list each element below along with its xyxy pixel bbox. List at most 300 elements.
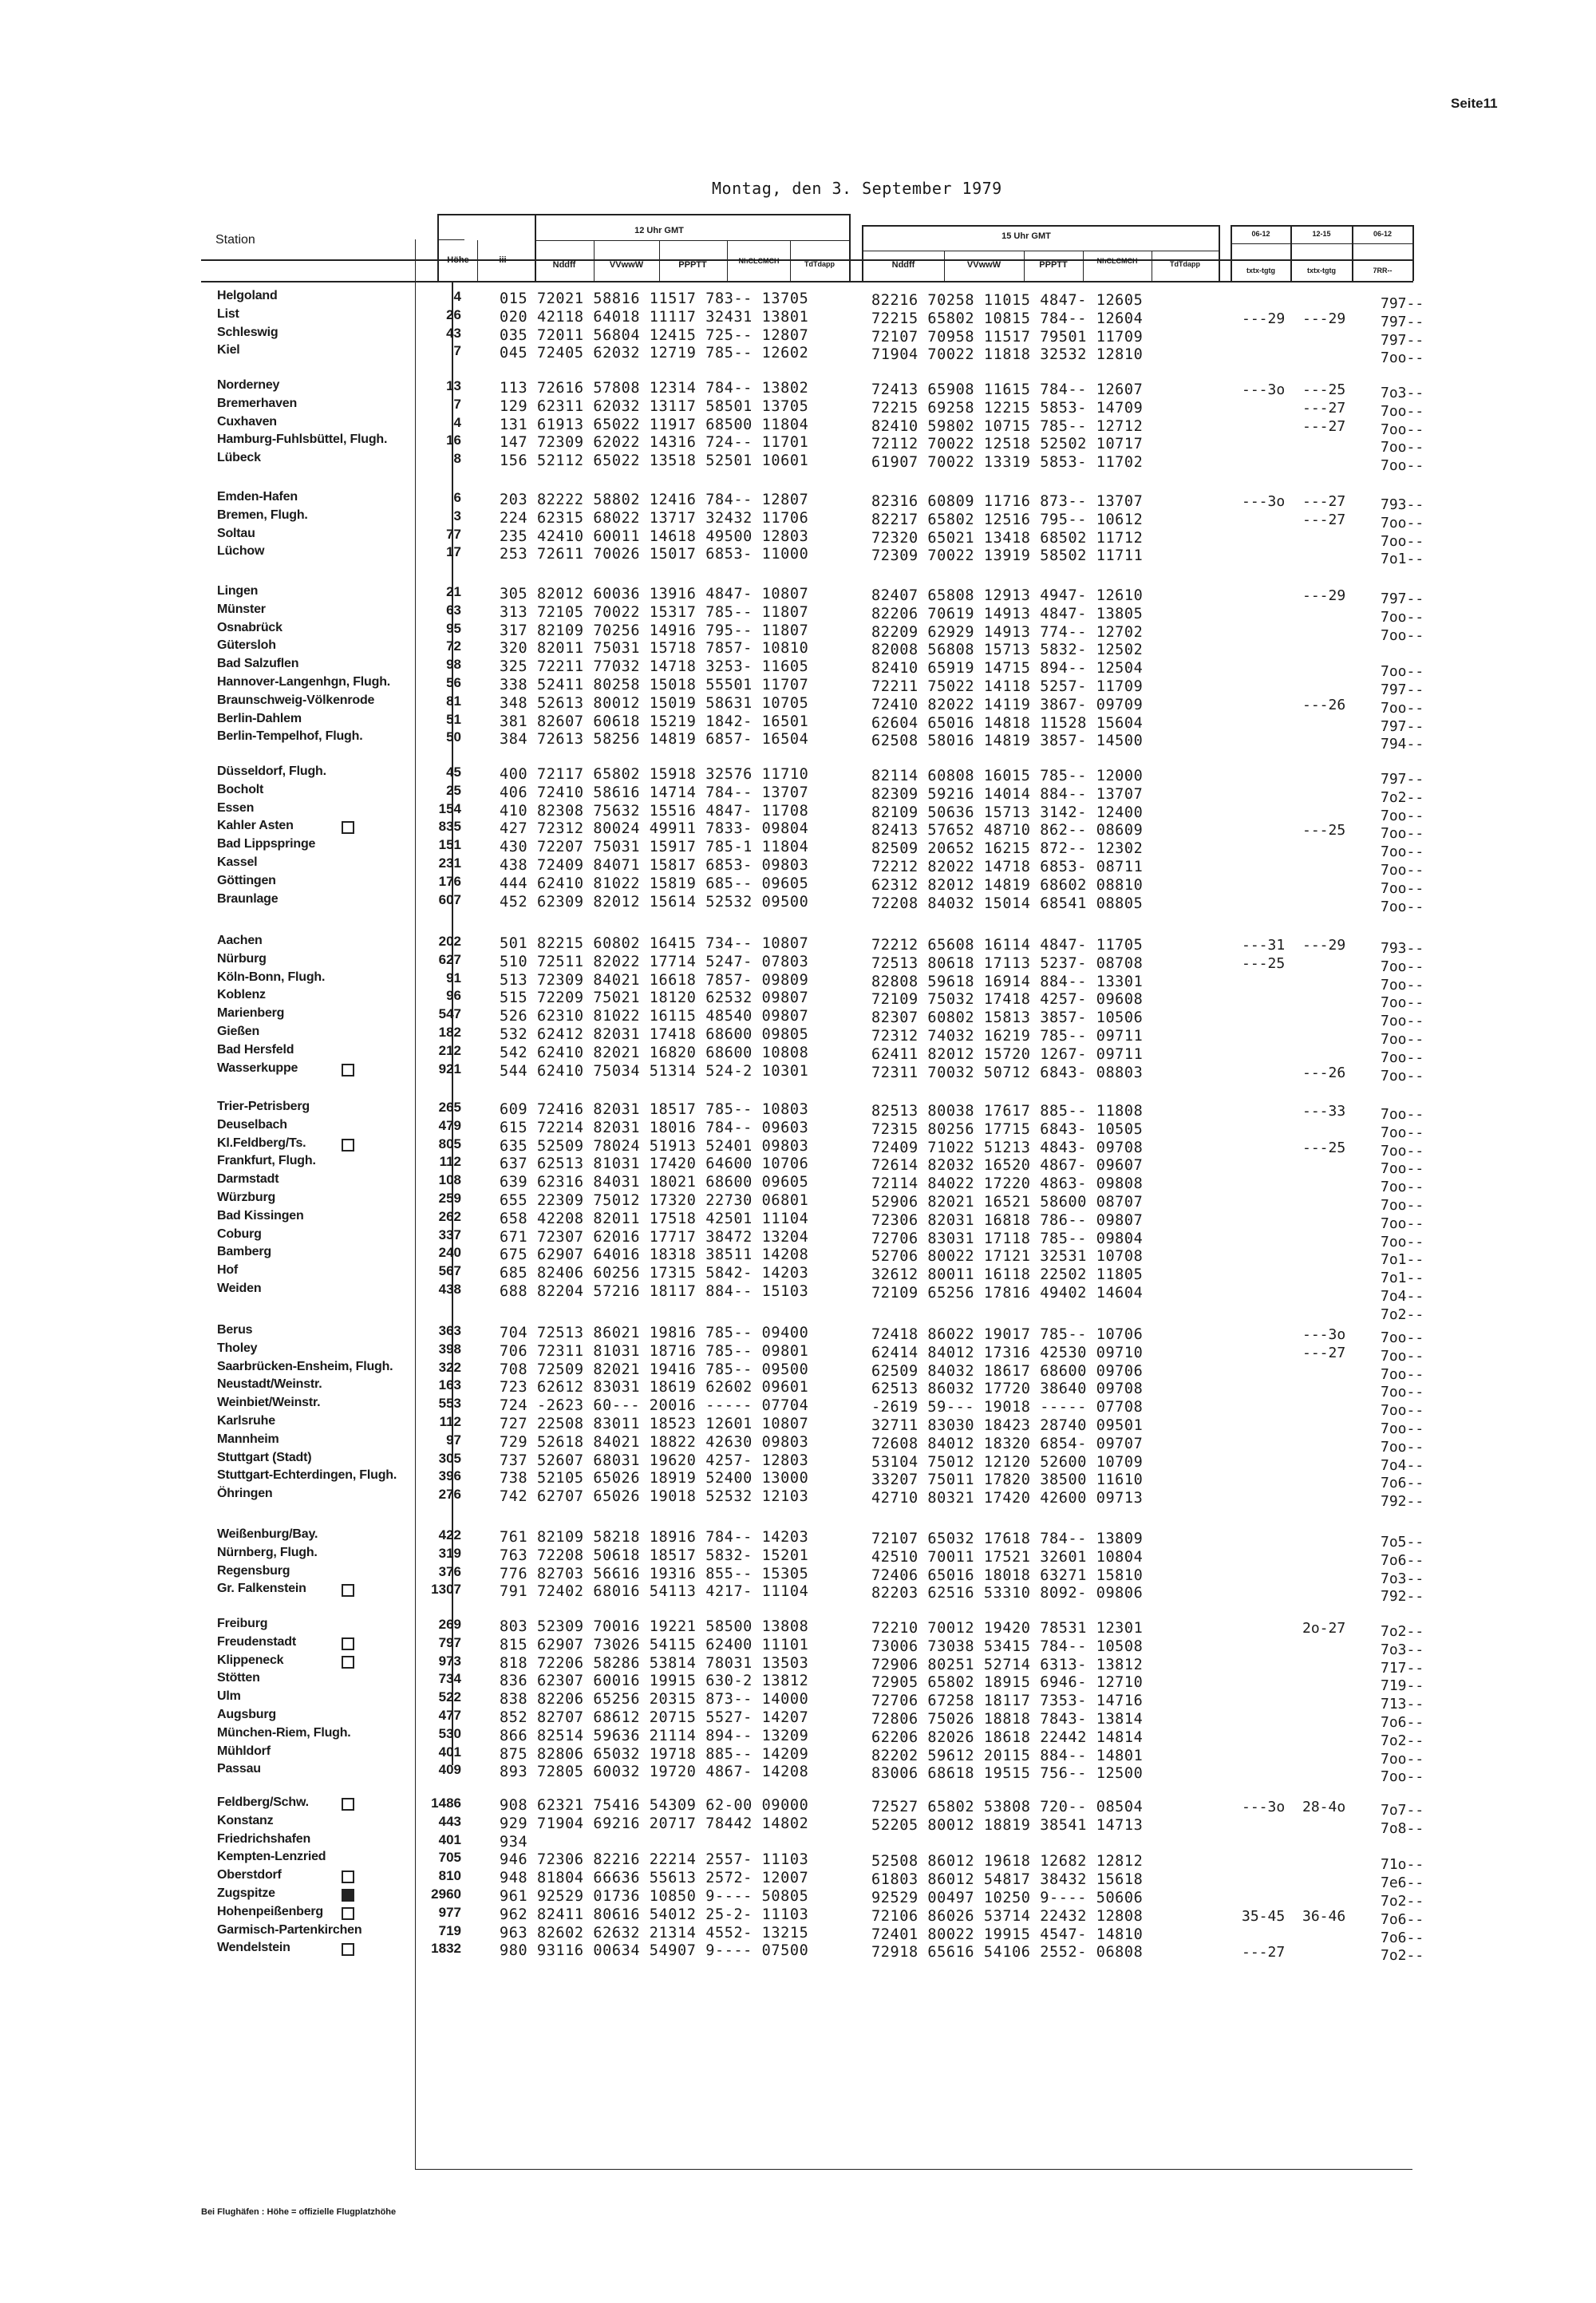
precip-code: 7oo-- xyxy=(1381,1439,1424,1456)
temp-range-06-12: ---3o xyxy=(1242,493,1286,510)
precip-code: 792-- xyxy=(1381,1588,1424,1605)
precip-code: 7oo-- xyxy=(1381,1160,1424,1177)
station-name: Düsseldorf, Flugh. xyxy=(217,764,326,778)
obs-15utc: 72401 80022 19915 4547- 14810 xyxy=(871,1926,1144,1943)
extra-bottom-2: txtx-tgtg xyxy=(1307,267,1336,275)
station-name: Hof xyxy=(217,1263,239,1277)
obs-15utc: 32711 83030 18423 28740 09501 xyxy=(871,1417,1144,1434)
station-height: 112 xyxy=(439,1154,461,1169)
station-height: 835 xyxy=(438,819,461,834)
precip-code: 7o1-- xyxy=(1381,1270,1424,1286)
precip-code: 7o6-- xyxy=(1381,1911,1424,1928)
precip-code: 7oo-- xyxy=(1381,1215,1424,1232)
obs-12utc: 113 72616 57808 12314 784-- 13802 xyxy=(500,380,809,397)
obs-15utc: 72107 65032 17618 784-- 13809 xyxy=(871,1531,1144,1547)
obs-12utc: 532 62412 82031 17418 68600 09805 xyxy=(500,1026,809,1043)
obs-12utc: 635 52509 78024 51913 52401 09803 xyxy=(500,1138,809,1155)
station-name: Freiburg xyxy=(217,1617,268,1630)
obs-15utc: 62513 86032 17720 38640 09708 xyxy=(871,1381,1144,1397)
obs-12utc: 224 62315 68022 13717 32432 11706 xyxy=(500,510,809,527)
obs-15utc: 72107 70958 11517 79501 11709 xyxy=(871,329,1144,346)
station-name: Friedrichshafen xyxy=(217,1832,311,1846)
station-name: Berus xyxy=(217,1323,253,1337)
station-height: 921 xyxy=(438,1061,461,1076)
obs-12utc: 203 82222 58802 12416 784-- 12807 xyxy=(500,492,809,508)
precip-code: 719-- xyxy=(1381,1677,1424,1694)
obs-15utc: 52508 86012 19618 12682 12812 xyxy=(871,1853,1144,1870)
precip-code: 7o5-- xyxy=(1381,1534,1424,1550)
obs-15utc: 82407 65808 12913 4947- 12610 xyxy=(871,587,1144,604)
obs-12utc: 320 82011 75031 15718 7857- 10810 xyxy=(500,640,809,657)
gmt15-header: 15 Uhr GMT xyxy=(1001,231,1051,241)
obs-15utc: 82316 60809 11716 873-- 13707 xyxy=(871,493,1144,510)
station-height: 3 xyxy=(453,508,461,523)
station-name: Wendelstein xyxy=(217,1941,290,1954)
col12-nddff: Nddff xyxy=(552,260,576,270)
station-name: Berlin-Tempelhof, Flugh. xyxy=(217,729,363,743)
precip-code: 7o1-- xyxy=(1381,551,1424,567)
station-name: Braunschweig-Völkenrode xyxy=(217,693,375,707)
obs-12utc: 325 72211 77032 14718 3253- 11605 xyxy=(500,658,809,675)
mountain-station-marker xyxy=(342,1943,354,1956)
precip-code: 797-- xyxy=(1381,332,1424,349)
station-name: Gütersloh xyxy=(217,638,276,652)
precip-code: 7o1-- xyxy=(1381,1251,1424,1268)
mountain-station-marker xyxy=(342,821,354,834)
precip-code: 7o2-- xyxy=(1381,789,1424,806)
station-name: Hohenpeißenberg xyxy=(217,1905,324,1918)
col12-dew: TdTdapp xyxy=(804,260,835,268)
obs-12utc: 526 62310 81022 16115 48540 09807 xyxy=(500,1008,809,1025)
station-height: 363 xyxy=(438,1323,461,1338)
temp-range-12-15: ---27 xyxy=(1302,418,1346,435)
station-height: 43 xyxy=(446,326,461,341)
station-name: Bad Hersfeld xyxy=(217,1043,294,1057)
obs-15utc: 82513 80038 17617 885-- 11808 xyxy=(871,1103,1144,1120)
station-height: 337 xyxy=(438,1227,461,1242)
obs-12utc: 946 72306 82216 22214 2557- 11103 xyxy=(500,1851,809,1868)
station-name: Aachen xyxy=(217,934,263,947)
station-name: Köln-Bonn, Flugh. xyxy=(217,970,326,984)
obs-15utc: 82410 59802 10715 785-- 12712 xyxy=(871,418,1144,435)
station-name: Berlin-Dahlem xyxy=(217,712,302,725)
temp-range-12-15: ---27 xyxy=(1302,1345,1346,1361)
obs-15utc: 61907 70022 13319 5853- 11702 xyxy=(871,454,1144,471)
station-name: Essen xyxy=(217,801,255,815)
precip-code: 7oo-- xyxy=(1381,609,1424,626)
precip-code: 7o2-- xyxy=(1381,1893,1424,1910)
col15-nddff: Nddff xyxy=(891,260,915,270)
station-name: Osnabrück xyxy=(217,621,282,634)
extra-top-2: 12-15 xyxy=(1312,230,1331,238)
station-height: 269 xyxy=(438,1617,461,1632)
station-name: Deuselbach xyxy=(217,1118,287,1132)
station-height: 479 xyxy=(438,1118,461,1133)
station-height: 401 xyxy=(438,1744,461,1760)
station-height: 547 xyxy=(438,1006,461,1021)
obs-15utc: 72905 65802 18915 6946- 12710 xyxy=(871,1674,1144,1691)
precip-code: 7oo-- xyxy=(1381,1234,1424,1250)
temp-range-06-12: ---31 xyxy=(1242,937,1286,954)
obs-15utc: 42510 70011 17521 32601 10804 xyxy=(871,1549,1144,1566)
station-height: 17 xyxy=(446,544,461,559)
station-height: 305 xyxy=(438,1451,461,1466)
station-height: 1307 xyxy=(431,1582,461,1597)
obs-12utc: 908 62321 75416 54309 62-00 09000 xyxy=(500,1797,809,1814)
obs-12utc: 738 52105 65026 18919 52400 13000 xyxy=(500,1470,809,1487)
obs-15utc: 82413 57652 48710 862-- 08609 xyxy=(871,822,1144,839)
obs-12utc: 430 72207 75031 15917 785-1 11804 xyxy=(500,839,809,855)
station-height: 77 xyxy=(446,527,461,542)
mountain-station-marker xyxy=(342,1584,354,1597)
extra-top-1: 06-12 xyxy=(1251,230,1270,238)
precip-code: 7oo-- xyxy=(1381,1179,1424,1195)
footnote: Bei Flughäfen : Höhe = offizielle Flugplatzhöhe xyxy=(201,2207,397,2217)
station-height: 422 xyxy=(438,1527,461,1543)
obs-15utc: 72210 70012 19420 78531 12301 xyxy=(871,1620,1144,1637)
station-height: 97 xyxy=(446,1432,461,1448)
temp-range-06-12: ---29 xyxy=(1242,310,1286,327)
station-name: Cuxhaven xyxy=(217,415,277,429)
precip-code: 7o6-- xyxy=(1381,1930,1424,1946)
station-height: 276 xyxy=(438,1487,461,1502)
station-name: Trier-Petrisberg xyxy=(217,1100,310,1113)
station-name: Nürburg xyxy=(217,952,267,966)
station-name: Kiel xyxy=(217,343,240,357)
obs-15utc: 72208 84032 15014 68541 08805 xyxy=(871,895,1144,912)
obs-15utc: 72706 83031 17118 785-- 09804 xyxy=(871,1231,1144,1247)
obs-12utc: 688 82204 57216 18117 884-- 15103 xyxy=(500,1283,809,1300)
obs-15utc: 72320 65021 13418 68502 11712 xyxy=(871,530,1144,547)
station-name: Öhringen xyxy=(217,1487,273,1500)
station-height: 163 xyxy=(438,1377,461,1392)
obs-15utc: 53104 75012 12120 52600 10709 xyxy=(871,1454,1144,1471)
station-height: 182 xyxy=(438,1025,461,1040)
obs-12utc: 035 72011 56804 12415 725-- 12807 xyxy=(500,327,809,344)
obs-15utc: 72109 75032 17418 4257- 09608 xyxy=(871,991,1144,1008)
temp-range-12-15: ---27 xyxy=(1302,512,1346,528)
mountain-station-marker xyxy=(342,1798,354,1811)
precip-code: 797-- xyxy=(1381,718,1424,735)
station-name: Oberstdorf xyxy=(217,1868,282,1882)
station-name: Neustadt/Weinstr. xyxy=(217,1377,322,1391)
obs-12utc: 444 62410 81022 15819 685-- 09605 xyxy=(500,875,809,892)
temp-range-12-15: ---27 xyxy=(1302,400,1346,417)
station-name: Wasserkuppe xyxy=(217,1061,298,1075)
station-name: Lübeck xyxy=(217,451,261,464)
temp-range-06-12: ---27 xyxy=(1242,1944,1286,1961)
obs-12utc: 929 71904 69216 20717 78442 14802 xyxy=(500,1815,809,1832)
obs-12utc: 704 72513 86021 19816 785-- 09400 xyxy=(500,1325,809,1341)
obs-15utc: 32612 80011 16118 22502 11805 xyxy=(871,1266,1144,1283)
station-height: 154 xyxy=(438,801,461,816)
station-name: Hannover-Langenhgn, Flugh. xyxy=(217,675,391,689)
precip-code: 7oo-- xyxy=(1381,808,1424,824)
obs-12utc: 544 62410 75034 51314 524-2 10301 xyxy=(500,1063,809,1080)
precip-code: 7o4-- xyxy=(1381,1288,1424,1305)
obs-12utc: 348 52613 80012 15019 58631 10705 xyxy=(500,695,809,712)
col15-dew: TdTdapp xyxy=(1170,260,1200,268)
precip-code: 797-- xyxy=(1381,681,1424,698)
obs-15utc: 72312 74032 16219 785-- 09711 xyxy=(871,1028,1144,1045)
station-name: Tholey xyxy=(217,1341,258,1355)
obs-15utc: 82109 50636 15713 3142- 12400 xyxy=(871,804,1144,821)
obs-15utc: 83006 68618 19515 756-- 12500 xyxy=(871,1765,1144,1782)
temp-range-12-15: ---29 xyxy=(1302,310,1346,327)
obs-15utc: 72918 65616 54106 2552- 06808 xyxy=(871,1944,1144,1961)
station-name: Münster xyxy=(217,602,266,616)
obs-12utc: 015 72021 58816 11517 783-- 13705 xyxy=(500,290,809,307)
station-name: Kahler Asten xyxy=(217,819,294,832)
precip-code: 7o7-- xyxy=(1381,1802,1424,1819)
station-name: Konstanz xyxy=(217,1814,274,1827)
obs-12utc: 961 92529 01736 10850 9---- 50805 xyxy=(500,1888,809,1905)
station-height: 522 xyxy=(438,1689,461,1705)
temp-range-12-15: ---25 xyxy=(1302,822,1346,839)
temp-range-12-15: ---26 xyxy=(1302,697,1346,713)
station-height: 21 xyxy=(446,584,461,599)
station-height: 212 xyxy=(438,1043,461,1058)
obs-12utc: 438 72409 84071 15817 6853- 09803 xyxy=(500,857,809,874)
obs-12utc: 317 82109 70256 14916 795-- 11807 xyxy=(500,622,809,639)
col12-clouds: NhCLCMCH xyxy=(738,257,780,265)
obs-15utc: 72106 86026 53714 22432 12808 xyxy=(871,1908,1144,1925)
station-name: Frankfurt, Flugh. xyxy=(217,1154,316,1167)
station-height: 51 xyxy=(446,712,461,727)
obs-12utc: 253 72611 70026 15017 6853- 11000 xyxy=(500,546,809,563)
station-height: 553 xyxy=(438,1396,461,1411)
precip-code: 797-- xyxy=(1381,771,1424,788)
station-name: Stuttgart-Echterdingen, Flugh. xyxy=(217,1468,397,1482)
obs-12utc: 305 82012 60036 13916 4847- 10807 xyxy=(500,586,809,602)
obs-15utc: 82216 70258 11015 4847- 12605 xyxy=(871,292,1144,309)
station-height: 530 xyxy=(438,1726,461,1741)
precip-code: 7oo-- xyxy=(1381,439,1424,456)
obs-12utc: 384 72613 58256 14819 6857- 16504 xyxy=(500,731,809,748)
station-height: 8 xyxy=(453,451,461,466)
station-name: Weißenburg/Bay. xyxy=(217,1527,318,1541)
station-name: Bad Salzuflen xyxy=(217,657,299,670)
obs-12utc: 510 72511 82022 17714 5247- 07803 xyxy=(500,954,809,970)
obs-15utc: 62508 58016 14819 3857- 14500 xyxy=(871,733,1144,749)
station-height: 7 xyxy=(453,343,461,358)
station-name: Stötten xyxy=(217,1671,260,1685)
precip-code: 7oo-- xyxy=(1381,1329,1424,1346)
station-name: Augsburg xyxy=(217,1708,276,1721)
obs-12utc: 685 82406 60256 17315 5842- 14203 xyxy=(500,1265,809,1282)
obs-15utc: 82203 62516 53310 8092- 09806 xyxy=(871,1585,1144,1602)
station-name: Bocholt xyxy=(217,783,264,796)
precip-code: 7o6-- xyxy=(1381,1552,1424,1569)
obs-15utc: 62509 84032 18617 68600 09706 xyxy=(871,1363,1144,1380)
station-name: Karlsruhe xyxy=(217,1414,275,1428)
temp-range-12-15: 2o-27 xyxy=(1302,1620,1346,1637)
hoehe-header: Höhe xyxy=(447,255,469,265)
station-height: 398 xyxy=(438,1341,461,1357)
station-height: 401 xyxy=(438,1832,461,1847)
obs-12utc: 761 82109 58218 18916 784-- 14203 xyxy=(500,1529,809,1546)
station-name: Marienberg xyxy=(217,1006,285,1020)
station-name: Passau xyxy=(217,1762,261,1776)
station-height: 805 xyxy=(438,1136,461,1152)
obs-12utc: 637 62513 81031 17420 64600 10706 xyxy=(500,1155,809,1172)
obs-15utc: 71904 70022 11818 32532 12810 xyxy=(871,346,1144,363)
station-name: List xyxy=(217,307,239,321)
precip-code: 7o3-- xyxy=(1381,1641,1424,1658)
obs-12utc: 708 72509 82021 19416 785-- 09500 xyxy=(500,1361,809,1378)
obs-12utc: 866 82514 59636 21114 894-- 13209 xyxy=(500,1728,809,1744)
station-height: 96 xyxy=(446,988,461,1003)
precip-code: 7oo-- xyxy=(1381,403,1424,420)
station-name: Norderney xyxy=(217,378,280,392)
station-name: Gr. Falkenstein xyxy=(217,1582,306,1595)
col15-vvwww: VVwwW xyxy=(966,260,1001,270)
obs-12utc: 962 82411 80616 54012 25-2- 11103 xyxy=(500,1906,809,1923)
obs-15utc: 62414 84012 17316 42530 09710 xyxy=(871,1345,1144,1361)
temp-range-12-15: ---25 xyxy=(1302,1140,1346,1156)
precip-code: 7oo-- xyxy=(1381,862,1424,879)
station-height: 72 xyxy=(446,638,461,654)
station-name: Mannheim xyxy=(217,1432,279,1446)
obs-12utc: 609 72416 82031 18517 785-- 10803 xyxy=(500,1101,809,1118)
obs-12utc: 852 82707 68612 20715 5527- 14207 xyxy=(500,1709,809,1726)
precip-code: 7oo-- xyxy=(1381,1106,1424,1123)
obs-12utc: 675 62907 64016 18318 38511 14208 xyxy=(500,1246,809,1263)
station-name: Lingen xyxy=(217,584,259,598)
station-name: Regensburg xyxy=(217,1564,290,1578)
obs-12utc: 131 61913 65022 11917 68500 11804 xyxy=(500,417,809,433)
obs-15utc: 61803 86012 54817 38432 15618 xyxy=(871,1871,1144,1888)
obs-12utc: 513 72309 84021 16618 7857- 09809 xyxy=(500,972,809,989)
station-height: 376 xyxy=(438,1564,461,1579)
obs-15utc: 82309 59216 14014 884-- 13707 xyxy=(871,786,1144,803)
station-height: 63 xyxy=(446,602,461,618)
station-name: Helgoland xyxy=(217,289,278,302)
station-height: 262 xyxy=(438,1209,461,1224)
obs-12utc: 875 82806 65032 19718 885-- 14209 xyxy=(500,1746,809,1763)
station-height: 6 xyxy=(453,490,461,505)
obs-15utc: 72311 70032 50712 6843- 08803 xyxy=(871,1065,1144,1081)
obs-12utc: 803 52309 70016 19221 58500 13808 xyxy=(500,1618,809,1635)
obs-12utc: 723 62612 83031 18619 62602 09601 xyxy=(500,1379,809,1396)
obs-15utc: 72306 82031 16818 786-- 09807 xyxy=(871,1212,1144,1229)
precip-code: 7oo-- xyxy=(1381,663,1424,680)
obs-12utc: 742 62707 65026 19018 52532 12103 xyxy=(500,1488,809,1505)
obs-12utc: 658 42208 82011 17518 42501 11104 xyxy=(500,1211,809,1227)
station-name: Saarbrücken-Ensheim, Flugh. xyxy=(217,1360,393,1373)
temp-range-12-15: ---27 xyxy=(1302,493,1346,510)
obs-15utc: 82410 65919 14715 894-- 12504 xyxy=(871,660,1144,677)
col15-clouds: NhCLCMCH xyxy=(1096,257,1138,265)
obs-12utc: 235 42410 60011 14618 49500 12803 xyxy=(500,528,809,545)
precip-code: 7oo-- xyxy=(1381,1348,1424,1365)
obs-12utc: 727 22508 83011 18523 12601 10807 xyxy=(500,1416,809,1432)
precip-code: 792-- xyxy=(1381,1493,1424,1510)
obs-12utc: 381 82607 60618 15219 1842- 16501 xyxy=(500,713,809,730)
obs-12utc: 515 72209 75021 18120 62532 09807 xyxy=(500,990,809,1006)
station-height: 4 xyxy=(453,289,461,304)
station-height: 977 xyxy=(438,1905,461,1920)
precip-code: 7o6-- xyxy=(1381,1475,1424,1491)
obs-15utc: 72608 84012 18320 6854- 09707 xyxy=(871,1436,1144,1452)
station-height: 607 xyxy=(438,892,461,907)
obs-12utc: 791 72402 68016 54113 4217- 11104 xyxy=(500,1583,809,1600)
obs-12utc: 542 62410 82021 16820 68600 10808 xyxy=(500,1045,809,1061)
obs-15utc: 72614 82032 16520 4867- 09607 xyxy=(871,1157,1144,1174)
station-height: 176 xyxy=(438,874,461,889)
obs-12utc: 129 62311 62032 13117 58501 13705 xyxy=(500,398,809,415)
precip-code: 7oo-- xyxy=(1381,994,1424,1011)
obs-15utc: 82206 70619 14913 4847- 13805 xyxy=(871,606,1144,622)
station-height: 26 xyxy=(446,307,461,322)
precip-code: 7o2-- xyxy=(1381,1306,1424,1323)
obs-12utc: 724 -2623 60--- 20016 ----- 07704 xyxy=(500,1397,809,1414)
precip-code: 7oo-- xyxy=(1381,1420,1424,1437)
obs-15utc: 52906 82021 16521 58600 08707 xyxy=(871,1194,1144,1211)
iii-header: iii xyxy=(499,255,507,265)
obs-12utc: 706 72311 81031 18716 785-- 09801 xyxy=(500,1343,809,1360)
obs-15utc: 72114 84022 17220 4863- 09808 xyxy=(871,1175,1144,1192)
obs-15utc: 72406 65016 18018 63271 15810 xyxy=(871,1567,1144,1584)
precip-code: 7oo-- xyxy=(1381,899,1424,915)
obs-12utc: 980 93116 00634 54907 9---- 07500 xyxy=(500,1942,809,1959)
obs-12utc: 313 72105 70022 15317 785-- 11807 xyxy=(500,604,809,621)
station-height: 4 xyxy=(453,415,461,430)
mountain-station-marker xyxy=(342,1637,354,1650)
station-name: München-Riem, Flugh. xyxy=(217,1726,351,1740)
station-name: Coburg xyxy=(217,1227,262,1241)
obs-15utc: 62206 82026 18618 22442 14814 xyxy=(871,1729,1144,1746)
temp-range-06-12: ---25 xyxy=(1242,955,1286,972)
obs-15utc: 62312 82012 14819 68602 08810 xyxy=(871,877,1144,894)
precip-code: 7oo-- xyxy=(1381,1768,1424,1785)
temp-range-12-15: ---29 xyxy=(1302,587,1346,604)
obs-12utc: 729 52618 84021 18822 42630 09803 xyxy=(500,1434,809,1451)
precip-code: 7o6-- xyxy=(1381,1714,1424,1731)
obs-15utc: 72315 80256 17715 6843- 10505 xyxy=(871,1121,1144,1138)
obs-12utc: 045 72405 62032 12719 785-- 12602 xyxy=(500,345,809,361)
station-name: Darmstadt xyxy=(217,1172,279,1186)
station-name: Kl.Feldberg/Ts. xyxy=(217,1136,306,1150)
obs-15utc: 72527 65802 53808 720-- 08504 xyxy=(871,1799,1144,1815)
station-height: 322 xyxy=(438,1360,461,1375)
station-height: 477 xyxy=(438,1708,461,1723)
station-name: Feldberg/Schw. xyxy=(217,1795,309,1809)
mountain-station-marker xyxy=(342,1656,354,1669)
precip-code: 797-- xyxy=(1381,591,1424,607)
precip-code: 7e6-- xyxy=(1381,1874,1424,1891)
station-name: Kempten-Lenzried xyxy=(217,1850,326,1863)
station-name: Schleswig xyxy=(217,326,279,339)
station-height: 240 xyxy=(438,1245,461,1260)
station-name: Braunlage xyxy=(217,892,279,906)
obs-15utc: 82202 59612 20115 884-- 14801 xyxy=(871,1748,1144,1764)
obs-15utc: 72706 67258 18117 7353- 14716 xyxy=(871,1693,1144,1709)
precip-code: 7oo-- xyxy=(1381,843,1424,860)
col12-vvwww: VVwwW xyxy=(609,260,644,270)
station-height: 56 xyxy=(446,675,461,690)
obs-15utc: 82307 60802 15813 3857- 10506 xyxy=(871,1009,1144,1026)
obs-12utc: 639 62316 84031 18021 68600 09605 xyxy=(500,1174,809,1191)
station-height: 98 xyxy=(446,657,461,672)
obs-15utc: 82808 59618 16914 884-- 13301 xyxy=(871,974,1144,990)
mountain-station-marker xyxy=(342,1889,354,1902)
station-height: 443 xyxy=(438,1814,461,1829)
precip-code: 7o2-- xyxy=(1381,1732,1424,1749)
col15-ppptt: PPPTT xyxy=(1039,260,1068,270)
obs-12utc: 671 72307 62016 17717 38472 13204 xyxy=(500,1229,809,1246)
station-height: 627 xyxy=(438,952,461,967)
